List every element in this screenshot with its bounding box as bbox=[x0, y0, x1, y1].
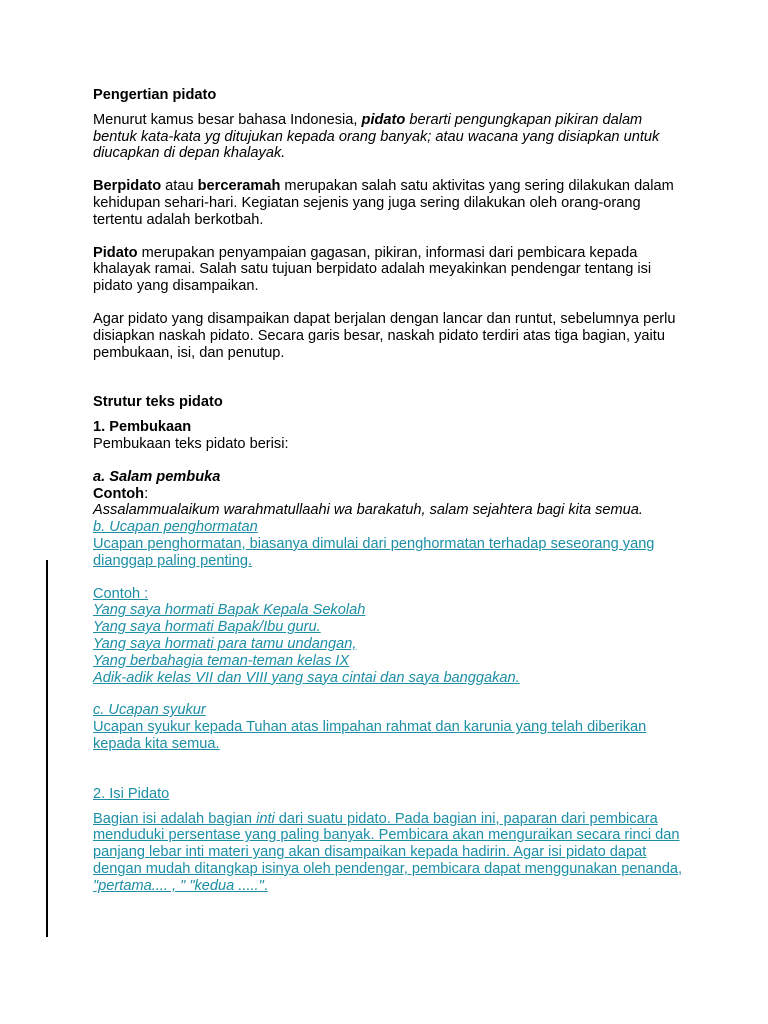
text: merupakan salah satu aktivitas yang sering dilakukan dalam kehidupan sehari-hari. Kegiatan sejenis yang juga sering dilakukan oleh orang-orang tertentu adalah berkotbah. bbox=[93, 178, 674, 228]
penghormatan-contoh-label[interactable]: Contoh : bbox=[93, 585, 149, 602]
subsection-salam-title: a. Salam pembuka bbox=[93, 468, 221, 485]
text: Menurut kamus besar bahasa Indonesia, bbox=[93, 111, 362, 128]
text: : bbox=[144, 485, 149, 502]
paragraph-berpidato bbox=[93, 178, 683, 228]
text: atau bbox=[161, 178, 198, 195]
term-pidato: Pidato bbox=[93, 244, 138, 261]
subsection-syukur-title[interactable]: c. Ucapan syukur bbox=[93, 702, 206, 719]
section-pembukaan-intro: Pembukaan teks pidato berisi: bbox=[93, 435, 289, 452]
isi-paragraph[interactable] bbox=[93, 811, 683, 895]
penghormatan-example[interactable]: Yang saya hormati para tamu undangan, bbox=[93, 635, 357, 652]
term-berpidato: Berpidato bbox=[93, 178, 162, 195]
subsection-penghormatan-title[interactable]: b. Ucapan penghormatan bbox=[93, 519, 258, 536]
text: merupakan penyampaian gagasan, pikiran, informasi dari pembicara kepada khalayak ramai. Salah satu tujuan berpidato adalah meyakinkan pendengar tentang isi pidato yang disampaikan. bbox=[93, 244, 652, 295]
term-pidato: pidato bbox=[361, 111, 406, 128]
term-inti: inti bbox=[256, 810, 275, 827]
section-isi-title[interactable]: 2. Isi Pidato bbox=[93, 785, 170, 802]
section-pembukaan-title: 1. Pembukaan bbox=[93, 419, 192, 436]
heading-pengertian: Pengertian pidato bbox=[93, 87, 217, 103]
paragraph-pidato bbox=[93, 245, 683, 295]
penghormatan-example[interactable]: Yang berbahagia teman-teman kelas IX bbox=[93, 652, 350, 669]
penanda-example: "pertama.... , " "kedua ....." bbox=[93, 877, 264, 894]
heading-struktur: Strutur teks pidato bbox=[93, 394, 223, 411]
margin-change-bar bbox=[46, 560, 48, 937]
contoh-label bbox=[93, 486, 683, 503]
syukur-description[interactable]: Ucapan syukur kepada Tuhan atas limpahan rahmat dan karunia yang telah diberikan kepada kita semua. bbox=[93, 719, 647, 752]
penghormatan-example[interactable]: Yang saya hormati Bapak/Ibu guru. bbox=[93, 619, 321, 636]
text: Bagian isi adalah bagian bbox=[93, 810, 257, 827]
paragraph-definition bbox=[93, 112, 683, 162]
text: berarti pengungkapan pikiran dalam bentuk kata-kata yg ditujukan kepada orang banyak; atau wacana yang disiapkan untuk diucapkan di depan khalayak. bbox=[93, 111, 660, 162]
text: Contoh bbox=[93, 485, 145, 502]
text: dari suatu pidato. Pada bagian ini, paparan dari pembicara menduduki persentase yang paling banyak. Pembicara akan menguraikan secara rinci dan panjang lebar inti materi yang akan disampaikan kepada hadirin. Agar isi pidato dapat dengan mudah ditangkap isinya oleh pendengar, pembicara dapat menggunakan penanda, bbox=[93, 810, 683, 877]
penghormatan-example[interactable]: Yang saya hormati Bapak Kepala Sekolah bbox=[93, 602, 366, 619]
salam-example: Assalammualaikum warahmatullaahi wa barakatuh, salam sejahtera bagi kita semua. bbox=[93, 502, 643, 519]
document-page bbox=[93, 87, 683, 894]
paragraph-naskah: Agar pidato yang disampaikan dapat berjalan dengan lancar dan runtut, sebelumnya perlu disiapkan naskah pidato. Secara garis besar, naskah pidato terdiri atas tiga bagian, yaitu pembukaan, isi, dan penutup. bbox=[93, 310, 676, 361]
term-berceramah: berceramah bbox=[197, 178, 281, 195]
penghormatan-example[interactable]: Adik-adik kelas VII dan VIII yang saya cintai dan saya banggakan. bbox=[93, 669, 520, 686]
text: . bbox=[263, 877, 268, 894]
penghormatan-description[interactable]: Ucapan penghormatan, biasanya dimulai dari penghormatan terhadap seseorang yang dianggap paling penting. bbox=[93, 535, 655, 569]
